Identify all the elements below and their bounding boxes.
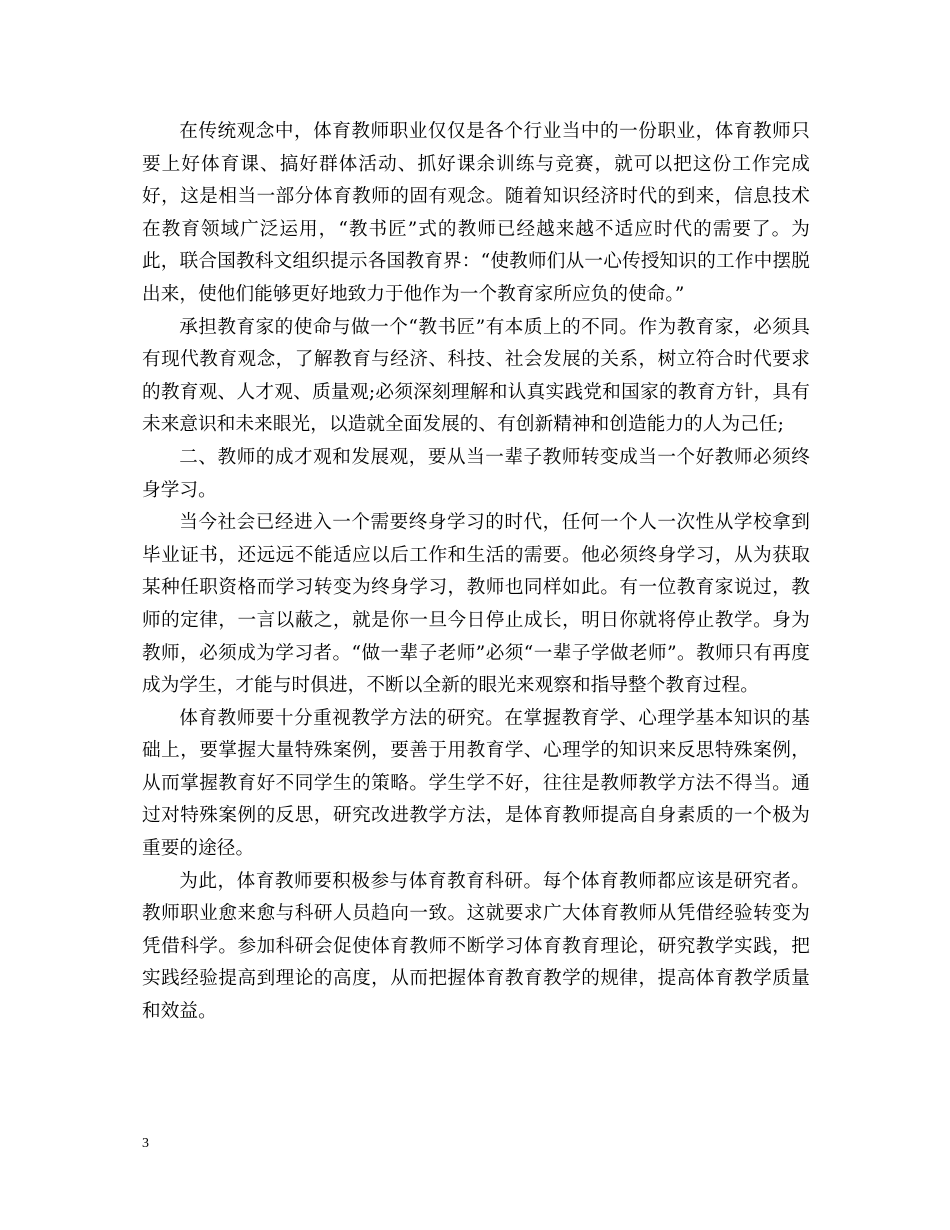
paragraph-traditional-view: 在传统观念中，体育教师职业仅仅是各个行业当中的一份职业，体育教师只要上好体育课、搞好群体活动、抓好课余训练与竞赛，就可以把这份工作完成好，这是相当一部分体育教师的固有观念。随着知识经济时代的到来，信息技术在教育领域广泛运用，“教书匠”式的教师已经越来越不适应时代的需要了。为此，联合国教科文组织提示各国教育界：“使教师们从一心传授知识的工作中摆脱出来，使他们能够更好地致力于他作为一个教育家所应负的使命。” — [142, 121, 810, 305]
paragraph-section-two-heading: 二、教师的成才观和发展观，要从当一辈子教师转变成当一个好教师必须终身学习。 — [142, 446, 810, 501]
page-number: 3 — [142, 1136, 149, 1151]
paragraph-educator-mission: 承担教育家的使命与做一个“教书匠”有本质上的不同。作为教育家，必须具有现代教育观念，了解教育与经济、科技、社会发展的关系，树立符合时代要求的教育观、人才观、质量观;必须深刻理解和认真实践党和国家的教育方针，具有未来意识和未来眼光，以造就全面发展的、有创新精神和创造能力的人为己任; — [142, 316, 810, 436]
paragraph-lifelong-learning: 当今社会已经进入一个需要终身学习的时代，任何一个人一次性从学校拿到毕业证书，还远远不能适应以后工作和生活的需要。他必须终身学习，从为获取某种任职资格而学习转变为终身学习，教师也同样如此。有一位教育家说过，教师的定律，一言以蔽之，就是你一旦今日停止成长，明日你就将停止教学。身为教师，必须成为学习者。“做一辈子老师”必须“一辈子学做老师”。教师只有再度成为学生，才能与时俱进，不断以全新的眼光来观察和指导整个教育过程。 — [142, 512, 810, 697]
paragraph-research: 为此，体育教师要积极参与体育教育科研。每个体育教师都应该是研究者。教师职业愈来愈与科研人员趋向一致。这就要求广大体育教师从凭借经验转变为凭借科学。参加科研会促使体育教师不断学习体育教育理论，研究教学实践，把实践经验提高到理论的高度，从而把握体育教育教学的规律，提高体育教学质量和效益。 — [142, 870, 810, 1023]
body-text — [142, 116, 810, 1029]
paragraph-teaching-methods: 体育教师要十分重视教学方法的研究。在掌握教育学、心理学基本知识的基础上，要掌握大量特殊案例，要善于用教育学、心理学的知识来反思特殊案例，从而掌握教育好不同学生的策略。学生学不好，往往是教师教学方法不得当。通过对特殊案例的反思，研究改进教学方法，是体育教师提高自身素质的一个极为重要的途径。 — [142, 707, 810, 860]
